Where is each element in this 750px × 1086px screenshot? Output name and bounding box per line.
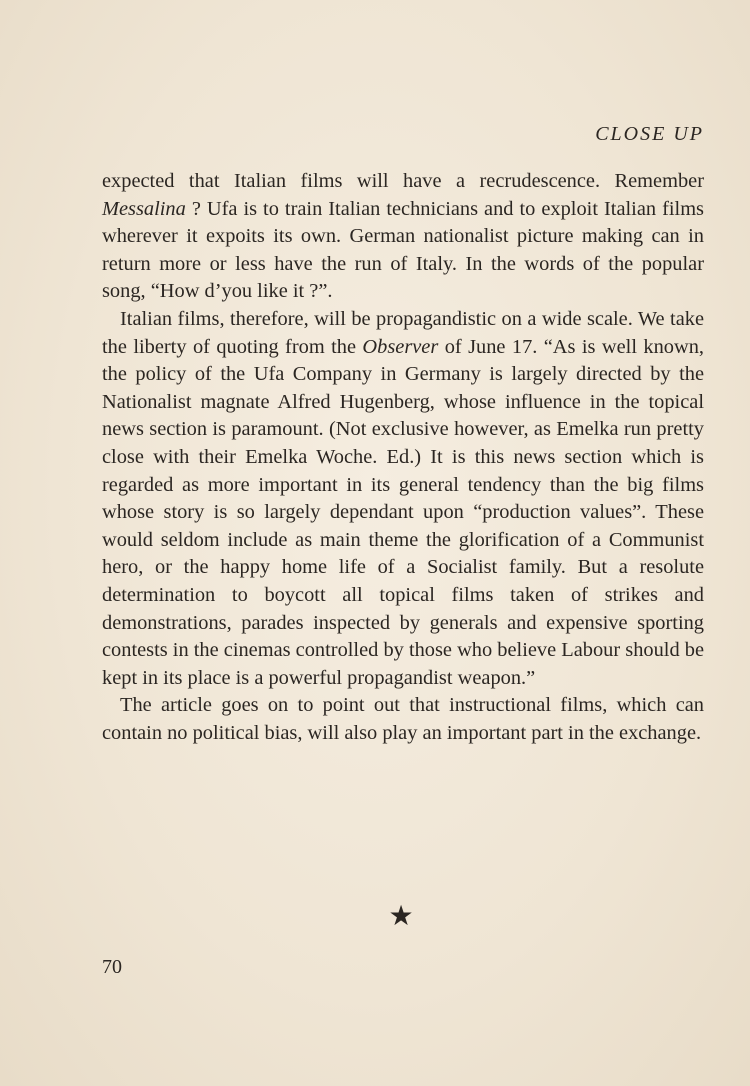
paragraph-1 — [102, 168, 704, 306]
film-title-messalina: Messalina — [102, 197, 186, 220]
text-segment: The article goes on to point out that instructional films, which can contain no political bias, will also play an important part in the exchange. — [102, 694, 704, 744]
page-number: 70 — [102, 956, 122, 978]
running-head: CLOSE UP — [595, 123, 704, 145]
body-text — [102, 168, 704, 747]
star-ornament-icon: ★ — [388, 901, 414, 932]
text-segment: ? Ufa is to train Italian technicians and to exploit Italian films wherever it expoits its own. German nationalist picture making can in return more or less have the run of Italy. In the words of the popular song, “How d’you like it ?”. — [102, 197, 704, 303]
paragraph-3 — [102, 692, 704, 747]
text-segment: Italian films, therefore, will be propagandistic on a wide scale. We take the liberty of quoting from the — [102, 307, 704, 358]
newspaper-title-observer: Observer — [362, 335, 439, 358]
paragraph-2 — [102, 306, 704, 692]
text-segment: of June 17. “As is well known, the policy of the Ufa Company in Germany is largely directed by the Nationalist magnate Alfred Hugenberg, whose influence in the topical news section is paramount. (Not exclusive however, as Emelka run pretty close with their Emelka Woche. Ed.) It is this news section which is regarded as more important in its general tendency than the big films whose story is so largely dependant upon “production values”. These would seldom include as main theme the glorification of a Communist hero, or the happy home life of a Socialist family. But a resolute determination to boycott all topical films taken of strikes and demonstrations, parades inspected by generals and expensive sporting contests in the cinemas controlled by those who believe Labour should be kept in its place is a powerful propagandist weapon.” — [102, 335, 704, 689]
text-segment: expected that Italian films will have a recrudescence. Remember — [102, 170, 704, 192]
